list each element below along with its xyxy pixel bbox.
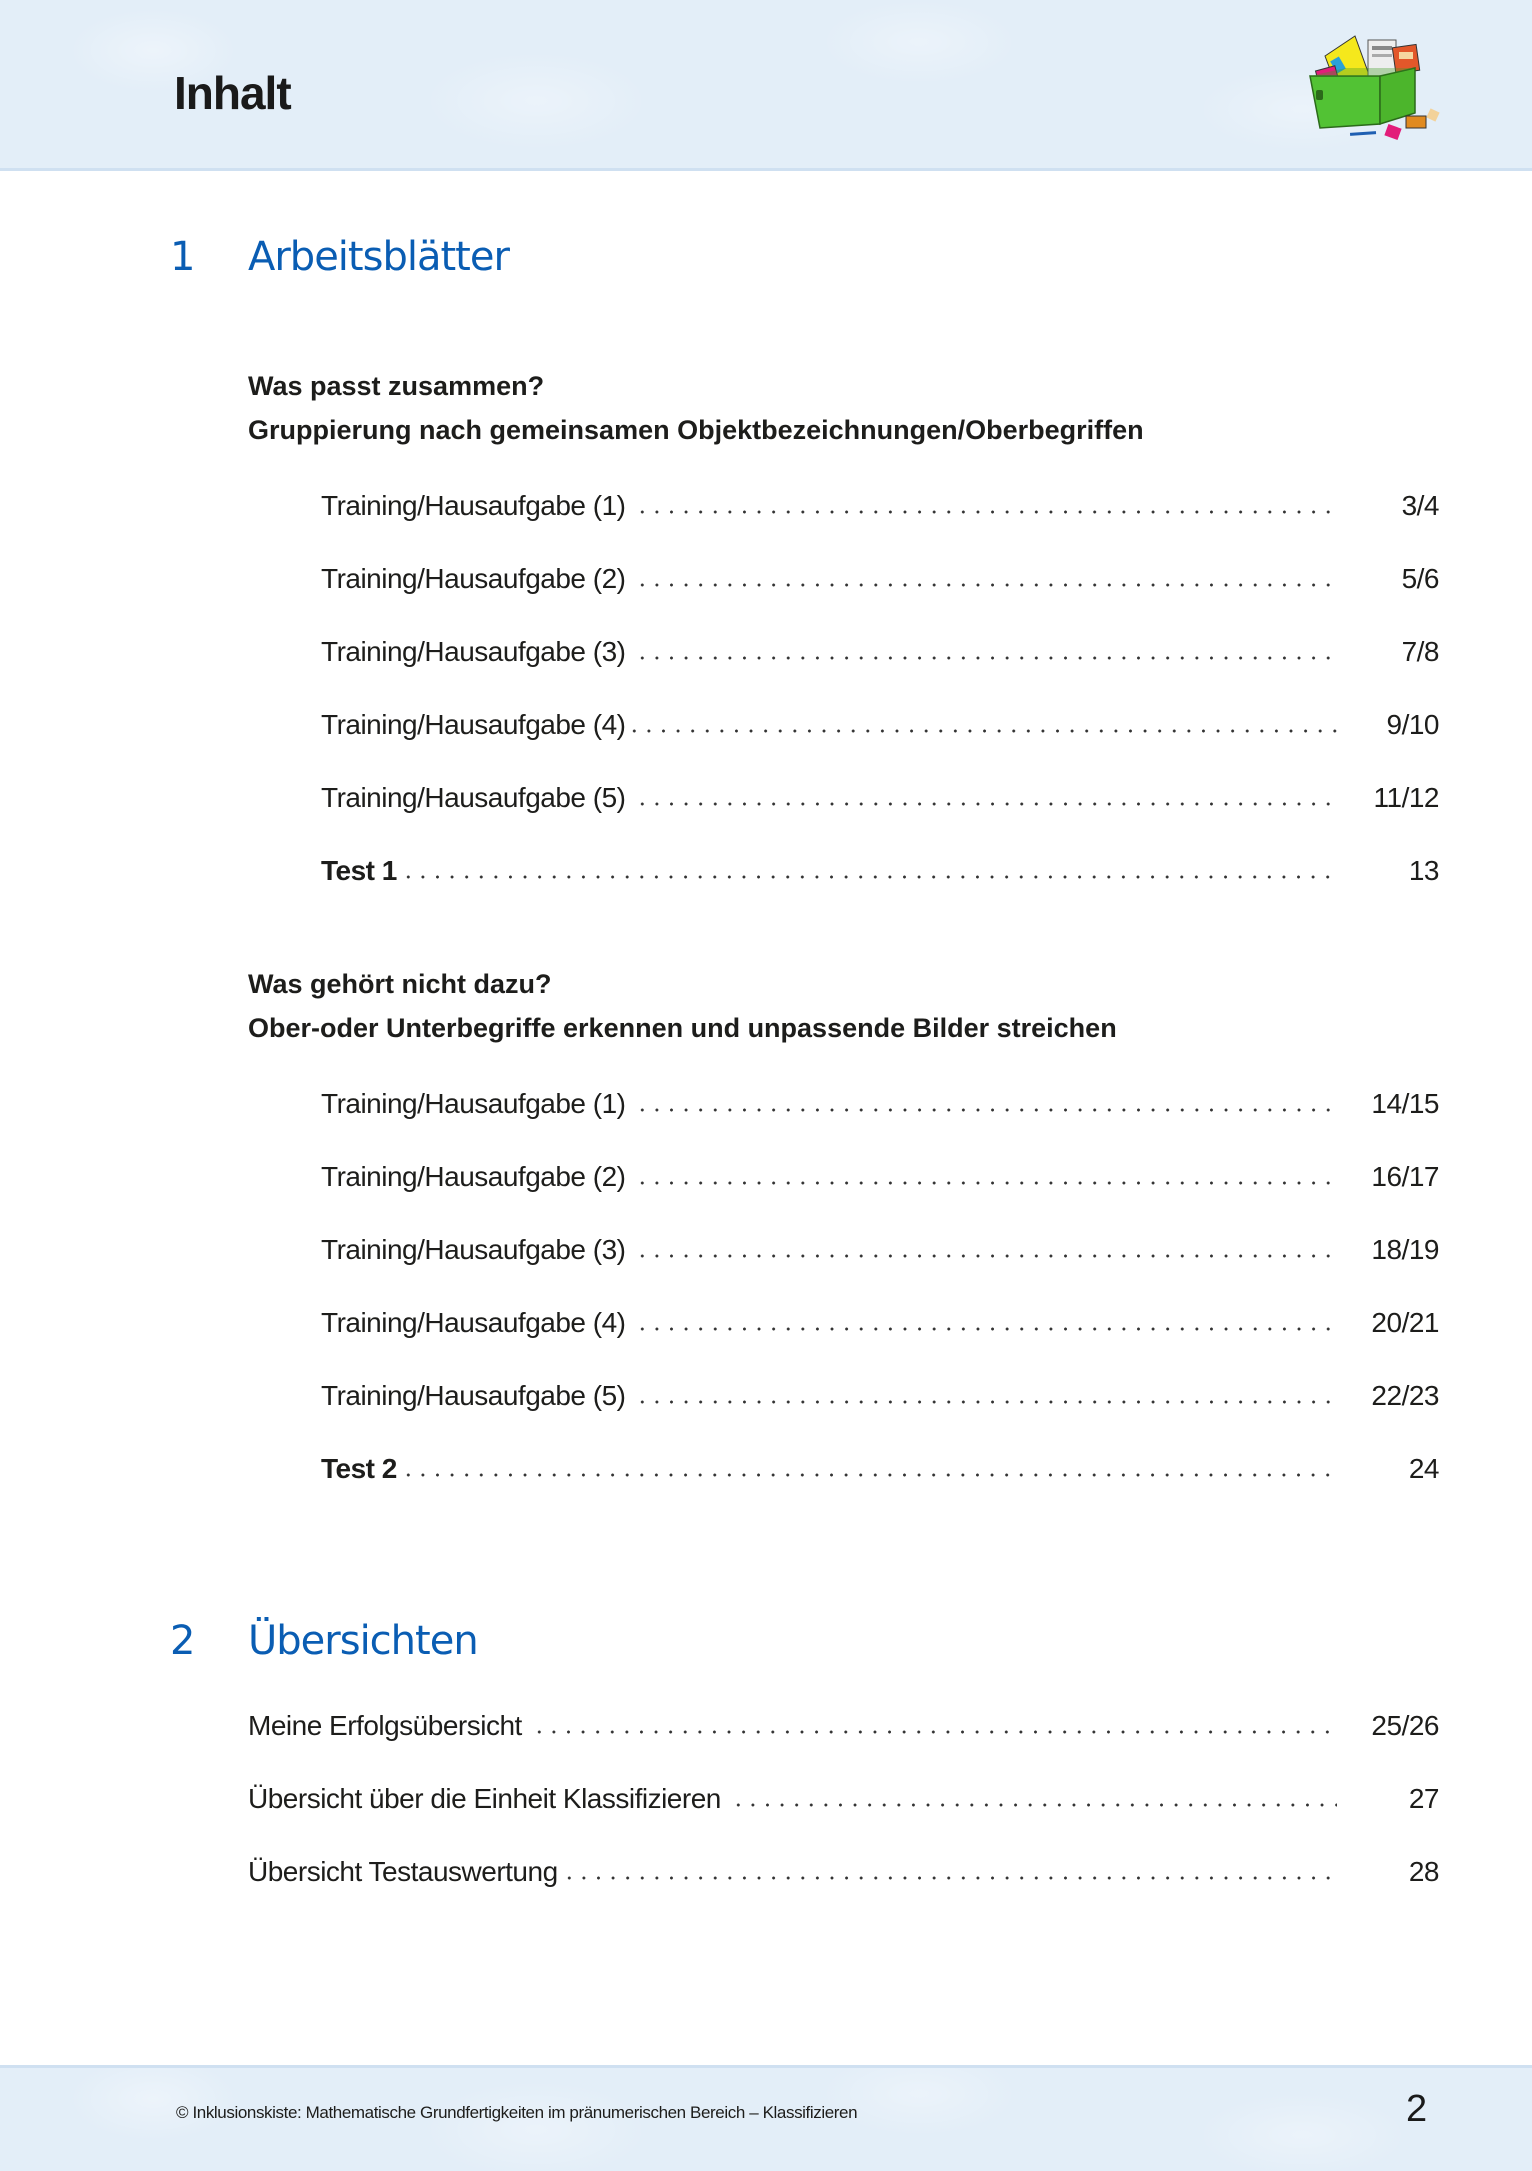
toc-entry-page: 16/17 bbox=[1371, 1161, 1439, 1192]
dot-leader bbox=[635, 1107, 1337, 1113]
dot-leader bbox=[635, 1180, 1337, 1186]
toc-entry-page: 5/6 bbox=[1401, 563, 1439, 594]
group-subtitle-line: Gruppierung nach gemeinsamen Objektbezeichnungen/Oberbegriffen bbox=[248, 415, 1144, 445]
dot-leader bbox=[635, 801, 1337, 807]
dot-leader bbox=[635, 1399, 1337, 1405]
toc-entry-label: Training/Hausaufgabe (2) bbox=[321, 1161, 626, 1192]
toc-entry[interactable] bbox=[321, 1161, 1439, 1201]
dot-leader bbox=[532, 1729, 1337, 1735]
toc-entry[interactable] bbox=[248, 1856, 1439, 1896]
toc-entry-label: Übersicht Testauswertung bbox=[248, 1856, 558, 1887]
toc-entry-label: Training/Hausaufgabe (5) bbox=[321, 782, 626, 813]
group-title-line: Was gehört nicht dazu? bbox=[248, 969, 552, 999]
toc-entry[interactable] bbox=[321, 1088, 1439, 1128]
toc-entry[interactable] bbox=[321, 709, 1439, 749]
toc-entry-page: 24 bbox=[1408, 1453, 1439, 1484]
toc-entry[interactable] bbox=[248, 1710, 1439, 1750]
toolbox-with-materials-icon bbox=[1300, 28, 1440, 148]
section-number: 1 bbox=[170, 234, 195, 280]
section-title: Übersichten bbox=[248, 1618, 478, 1664]
toc-entry-label: Meine Erfolgsübersicht bbox=[248, 1710, 522, 1741]
toc-entry-page: 14/15 bbox=[1371, 1088, 1439, 1119]
group-subtitle-line: Ober-oder Unterbegriffe erkennen und unpassende Bilder streichen bbox=[248, 1013, 1117, 1043]
toc-entry[interactable] bbox=[321, 636, 1439, 676]
toc-entry-page: 28 bbox=[1408, 1856, 1439, 1887]
toc-entry-page: 18/19 bbox=[1371, 1234, 1439, 1265]
toc-entry-page: 11/12 bbox=[1373, 782, 1439, 813]
toc-entry[interactable] bbox=[321, 1234, 1439, 1274]
toc-entry-page: 27 bbox=[1408, 1783, 1439, 1814]
dot-leader bbox=[635, 509, 1337, 515]
toc-entry-page: 25/26 bbox=[1371, 1710, 1439, 1741]
toc-entry-label: Training/Hausaufgabe (4) bbox=[321, 709, 626, 740]
group-title-line: Was passt zusammen? bbox=[248, 371, 545, 401]
toc-entry-label: Übersicht über die Einheit Klassifizieren bbox=[248, 1783, 721, 1814]
group-title-was-passt-zusammen bbox=[248, 364, 1144, 452]
toc-entry-label: Training/Hausaufgabe (3) bbox=[321, 1234, 626, 1265]
toc-entry-label: Training/Hausaufgabe (1) bbox=[321, 490, 626, 521]
toc-entry-page: 3/4 bbox=[1401, 490, 1439, 521]
toc-entry-label: Training/Hausaufgabe (3) bbox=[321, 636, 626, 667]
page-number: 2 bbox=[1406, 2088, 1428, 2130]
dot-leader bbox=[627, 728, 1337, 734]
toc-entry[interactable] bbox=[248, 1783, 1439, 1823]
toc-entry-label: Training/Hausaufgabe (5) bbox=[321, 1380, 626, 1411]
toc-entry[interactable] bbox=[321, 490, 1439, 530]
toc-entry-label: Test 1 bbox=[321, 855, 397, 886]
dot-leader bbox=[635, 655, 1337, 661]
toc-entry-label: Training/Hausaufgabe (2) bbox=[321, 563, 626, 594]
toc-entry[interactable] bbox=[321, 563, 1439, 603]
dot-leader bbox=[401, 1472, 1337, 1478]
dot-leader bbox=[635, 582, 1337, 588]
section-title: Arbeitsblätter bbox=[248, 234, 509, 280]
dot-leader bbox=[731, 1802, 1337, 1808]
toc-entry-test[interactable] bbox=[321, 855, 1439, 895]
footer-copyright: © Inklusionskiste: Mathematische Grundfertigkeiten im pränumerischen Bereich – Klassifizieren bbox=[176, 2103, 858, 2122]
toc-entry-test[interactable] bbox=[321, 1453, 1439, 1493]
toc-entry-page: 22/23 bbox=[1371, 1380, 1439, 1411]
toc-entry-page: 7/8 bbox=[1401, 636, 1439, 667]
group-title-was-gehoert-nicht-dazu bbox=[248, 962, 1117, 1050]
section-heading-arbeitsblaetter bbox=[170, 234, 509, 280]
toc-entry-label: Test 2 bbox=[321, 1453, 397, 1484]
toc-entry-page: 9/10 bbox=[1386, 709, 1439, 740]
toc-entry[interactable] bbox=[321, 1380, 1439, 1420]
dot-leader bbox=[635, 1253, 1337, 1259]
dot-leader bbox=[562, 1875, 1337, 1881]
toc-entry-page: 20/21 bbox=[1371, 1307, 1439, 1338]
toc-entry[interactable] bbox=[321, 782, 1439, 822]
page-title: Inhalt bbox=[174, 67, 291, 119]
toc-entry[interactable] bbox=[321, 1307, 1439, 1347]
toc-entry-label: Training/Hausaufgabe (4) bbox=[321, 1307, 626, 1338]
section-number: 2 bbox=[170, 1618, 195, 1664]
toc-entry-page: 13 bbox=[1408, 855, 1439, 886]
dot-leader bbox=[635, 1326, 1337, 1332]
dot-leader bbox=[401, 874, 1337, 880]
section-heading-uebersichten bbox=[170, 1618, 478, 1664]
toc-entry-label: Training/Hausaufgabe (1) bbox=[321, 1088, 626, 1119]
